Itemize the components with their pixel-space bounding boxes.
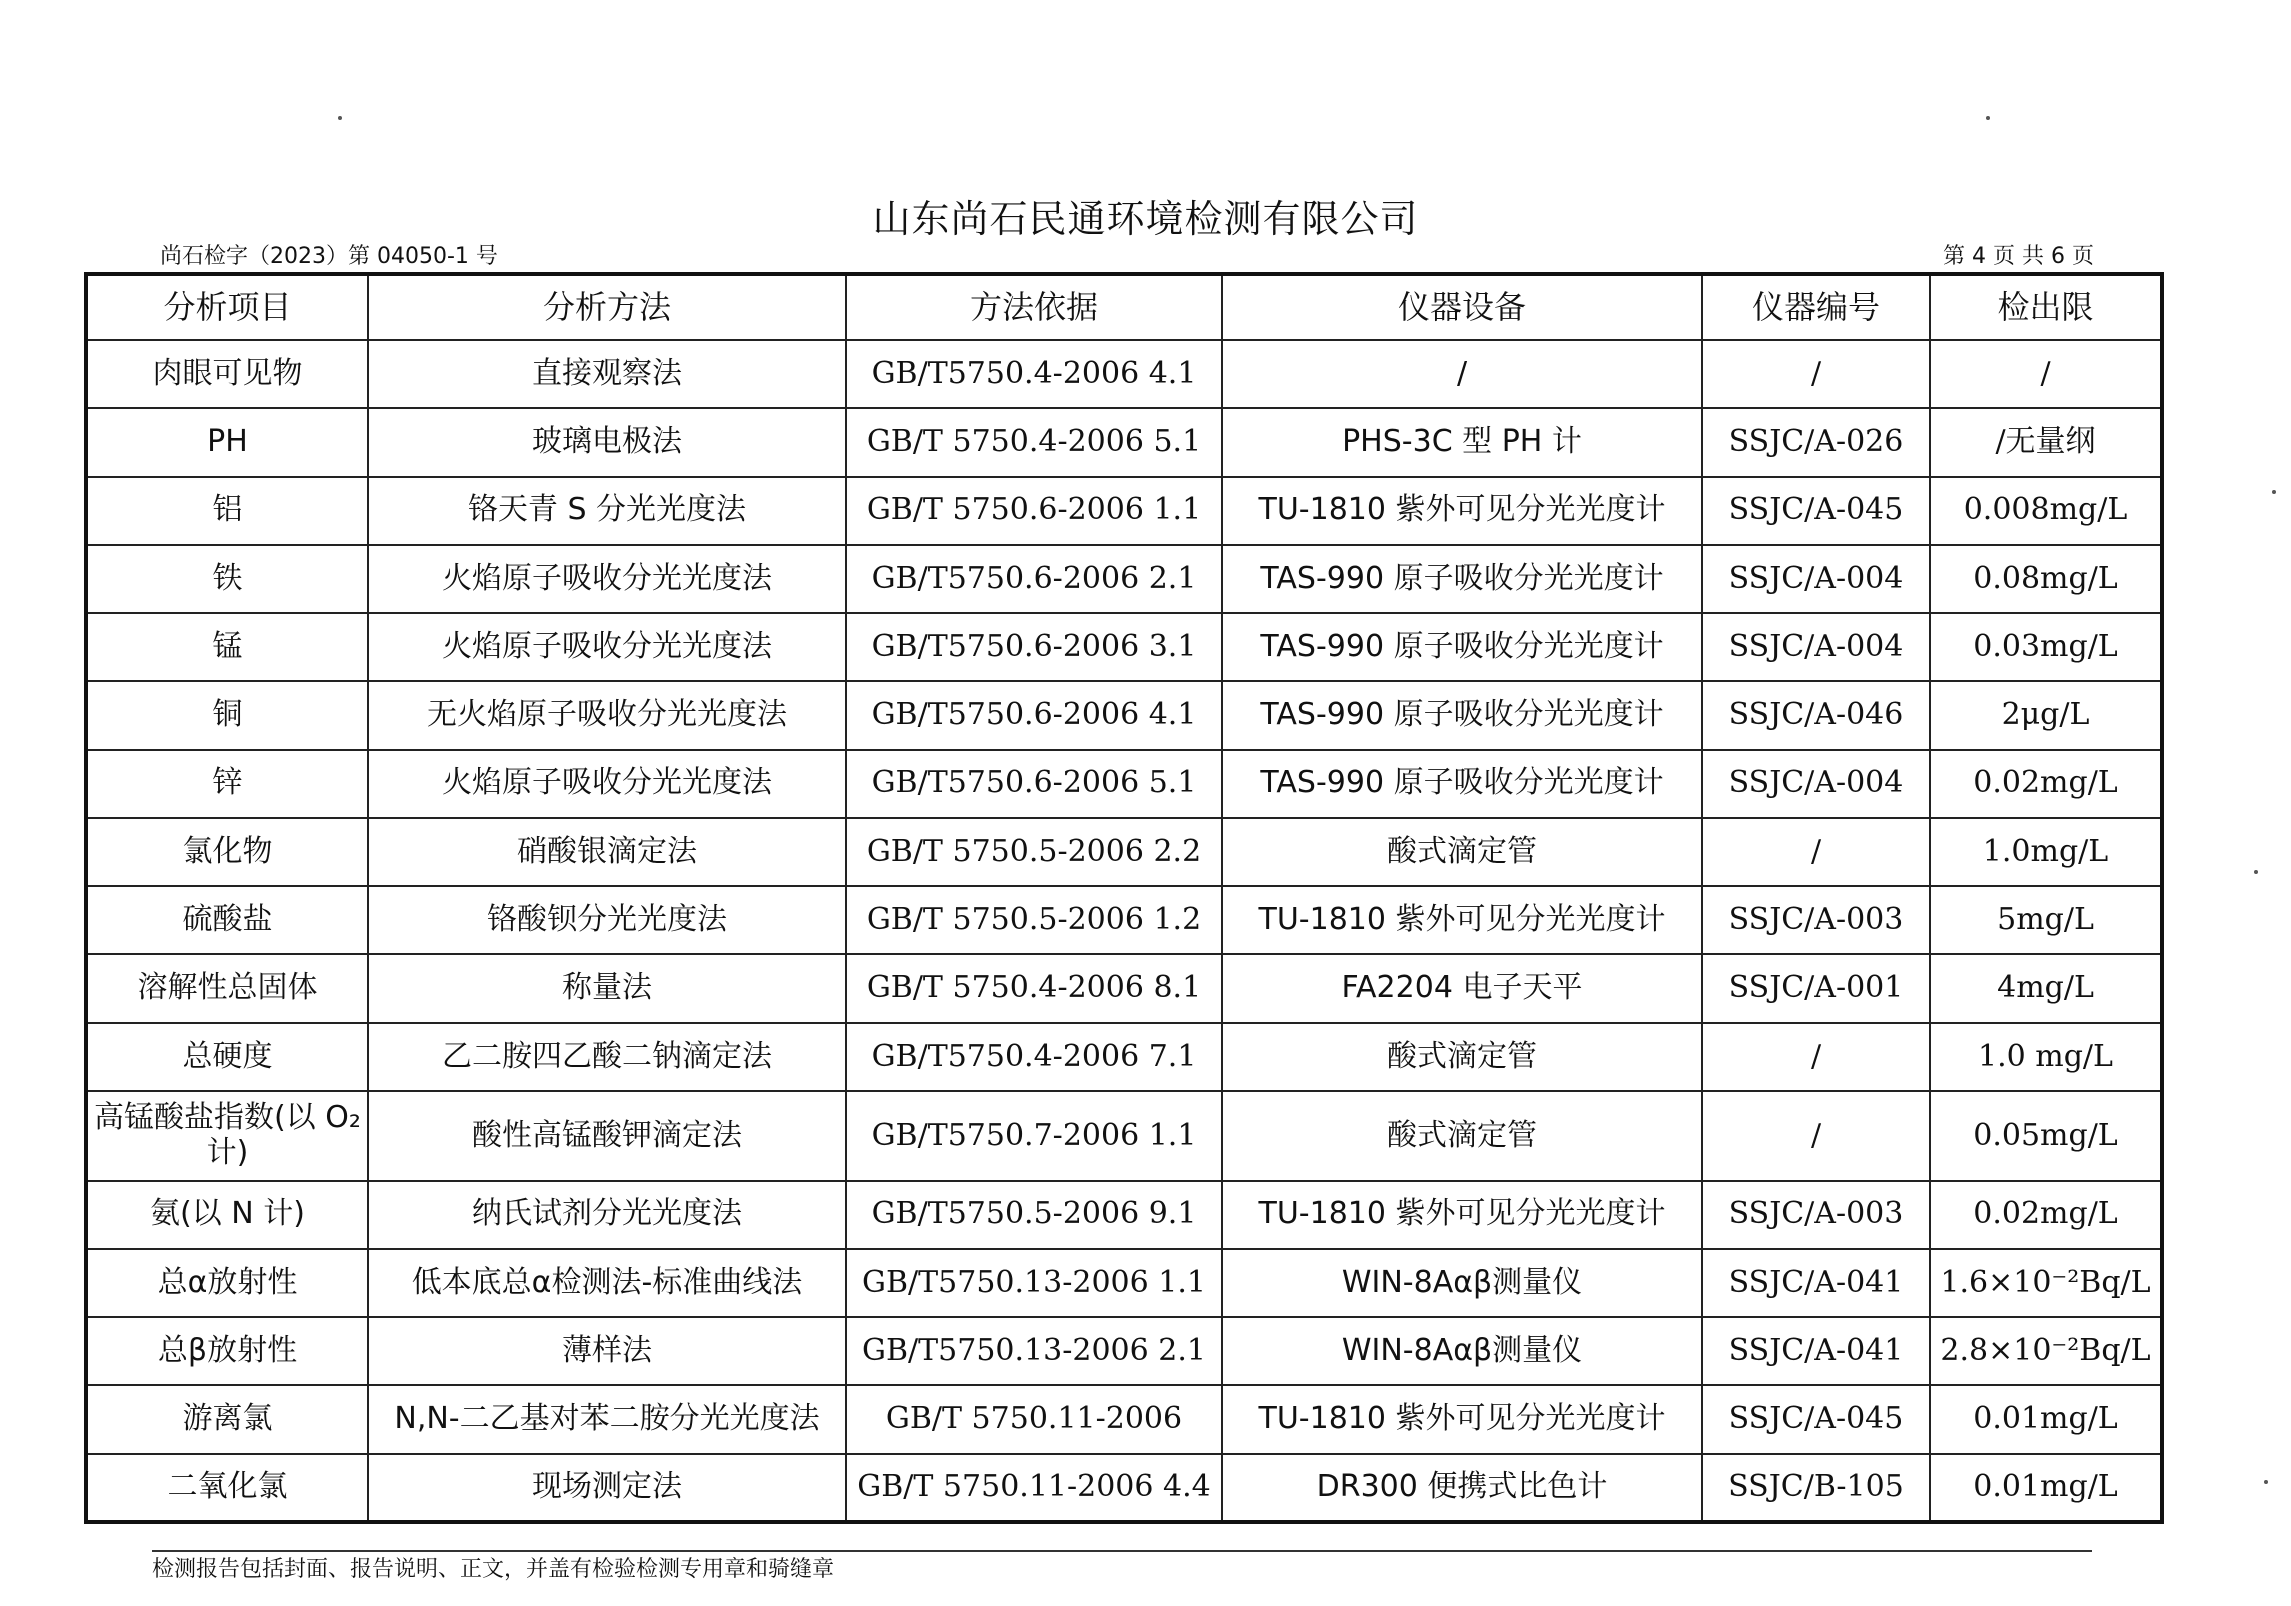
cell-instrument-no: /: [1702, 340, 1930, 408]
cell-detection-limit: 5mg/L: [1930, 886, 2162, 954]
cell-method: 薄样法: [368, 1317, 846, 1385]
footer-note: 检测报告包括封面、报告说明、正文，并盖有检验检测专用章和骑缝章: [152, 1557, 835, 1582]
cell-item: 溶解性总固体: [86, 954, 368, 1022]
cell-instrument-no: SSJC/A-003: [1702, 1181, 1930, 1249]
cell-item: 游离氯: [86, 1385, 368, 1453]
cell-standard: GB/T5750.6-2006 2.1: [846, 545, 1222, 613]
cell-instrument-no: SSJC/A-045: [1702, 1385, 1930, 1453]
cell-standard: GB/T 5750.11-2006: [846, 1385, 1222, 1453]
cell-detection-limit: 1.0mg/L: [1930, 818, 2162, 886]
cell-detection-limit: 0.008mg/L: [1930, 477, 2162, 545]
table-body: [86, 340, 2162, 1522]
cell-detection-limit: 0.08mg/L: [1930, 545, 2162, 613]
cell-item: PH: [86, 408, 368, 476]
cell-instrument: TU-1810 紫外可见分光光度计: [1222, 477, 1702, 545]
cell-instrument: DR300 便携式比色计: [1222, 1454, 1702, 1522]
cell-instrument: 酸式滴定管: [1222, 1091, 1702, 1181]
page-number-text: 第 4 页 共 6 页: [1943, 244, 2094, 269]
cell-instrument-no: SSJC/A-041: [1702, 1317, 1930, 1385]
table-header-row: [86, 274, 2162, 340]
cell-item: 锰: [86, 613, 368, 681]
cell-standard: GB/T5750.7-2006 1.1: [846, 1091, 1222, 1181]
cell-instrument: WIN-8Aαβ测量仪: [1222, 1317, 1702, 1385]
table-row: [86, 1091, 2162, 1181]
cell-instrument: /: [1222, 340, 1702, 408]
cell-instrument-no: /: [1702, 1091, 1930, 1181]
cell-detection-limit: 1.0 mg/L: [1930, 1023, 2162, 1091]
cell-detection-limit: 0.02mg/L: [1930, 1181, 2162, 1249]
cell-instrument-no: SSJC/A-004: [1702, 545, 1930, 613]
cell-standard: GB/T5750.4-2006 7.1: [846, 1023, 1222, 1091]
cell-item: 铜: [86, 681, 368, 749]
cell-item: 肉眼可见物: [86, 340, 368, 408]
cell-instrument: TU-1810 紫外可见分光光度计: [1222, 1181, 1702, 1249]
cell-detection-limit: 0.05mg/L: [1930, 1091, 2162, 1181]
cell-instrument-no: SSJC/B-105: [1702, 1454, 1930, 1522]
cell-item: 总α放射性: [86, 1249, 368, 1317]
cell-instrument: TAS-990 原子吸收分光光度计: [1222, 681, 1702, 749]
table-row: [86, 818, 2162, 886]
table-row: [86, 1181, 2162, 1249]
cell-instrument: 酸式滴定管: [1222, 818, 1702, 886]
scan-speck: [2254, 870, 2258, 874]
cell-item: 硫酸盐: [86, 886, 368, 954]
col-header-instrument-no: 仪器编号: [1702, 274, 1930, 340]
cell-detection-limit: 4mg/L: [1930, 954, 2162, 1022]
cell-item: 总硬度: [86, 1023, 368, 1091]
scan-speck: [2264, 1480, 2268, 1484]
table-row: [86, 1385, 2162, 1453]
cell-item: 二氧化氯: [86, 1454, 368, 1522]
cell-instrument-no: SSJC/A-041: [1702, 1249, 1930, 1317]
cell-instrument-no: SSJC/A-003: [1702, 886, 1930, 954]
col-header-standard: 方法依据: [846, 274, 1222, 340]
cell-standard: GB/T5750.13-2006 1.1: [846, 1249, 1222, 1317]
table-row: [86, 954, 2162, 1022]
table-row: [86, 408, 2162, 476]
cell-item: 铝: [86, 477, 368, 545]
cell-method: 火焰原子吸收分光光度法: [368, 545, 846, 613]
table-row: [86, 886, 2162, 954]
cell-standard: GB/T 5750.11-2006 4.4: [846, 1454, 1222, 1522]
cell-item: 氨(以 N 计): [86, 1181, 368, 1249]
cell-standard: GB/T5750.6-2006 5.1: [846, 750, 1222, 818]
cell-method: 玻璃电极法: [368, 408, 846, 476]
cell-standard: GB/T5750.6-2006 4.1: [846, 681, 1222, 749]
scan-speck: [338, 116, 342, 120]
cell-detection-limit: 1.6×10⁻²Bq/L: [1930, 1249, 2162, 1317]
cell-instrument: TAS-990 原子吸收分光光度计: [1222, 545, 1702, 613]
cell-method: 酸性高锰酸钾滴定法: [368, 1091, 846, 1181]
col-header-detection-limit: 检出限: [1930, 274, 2162, 340]
cell-detection-limit: 0.01mg/L: [1930, 1454, 2162, 1522]
cell-detection-limit: 0.02mg/L: [1930, 750, 2162, 818]
cell-standard: GB/T5750.6-2006 3.1: [846, 613, 1222, 681]
cell-instrument: TU-1810 紫外可见分光光度计: [1222, 1385, 1702, 1453]
cell-instrument: TAS-990 原子吸收分光光度计: [1222, 613, 1702, 681]
page-number: [1850, 239, 2094, 270]
cell-method: 乙二胺四乙酸二钠滴定法: [368, 1023, 846, 1091]
cell-detection-limit: 0.01mg/L: [1930, 1385, 2162, 1453]
col-header-instrument: 仪器设备: [1222, 274, 1702, 340]
cell-instrument-no: SSJC/A-026: [1702, 408, 1930, 476]
table-row: [86, 1249, 2162, 1317]
cell-method: 直接观察法: [368, 340, 846, 408]
cell-instrument-no: SSJC/A-045: [1702, 477, 1930, 545]
cell-standard: GB/T5750.13-2006 2.1: [846, 1317, 1222, 1385]
table-row: [86, 613, 2162, 681]
scan-speck: [1986, 116, 1990, 120]
cell-standard: GB/T 5750.4-2006 8.1: [846, 954, 1222, 1022]
table-row: [86, 750, 2162, 818]
table-row: [86, 1454, 2162, 1522]
cell-instrument: 酸式滴定管: [1222, 1023, 1702, 1091]
cell-detection-limit: 0.03mg/L: [1930, 613, 2162, 681]
company-title: 山东尚石民通环境检测有限公司: [872, 197, 1419, 241]
col-header-method: 分析方法: [368, 274, 846, 340]
cell-instrument-no: SSJC/A-004: [1702, 613, 1930, 681]
cell-method: 现场测定法: [368, 1454, 846, 1522]
scan-speck: [2272, 490, 2276, 494]
cell-instrument-no: /: [1702, 1023, 1930, 1091]
cell-method: 铬天青 S 分光光度法: [368, 477, 846, 545]
cell-item: 高锰酸盐指数(以 O₂ 计): [86, 1091, 368, 1181]
cell-instrument-no: /: [1702, 818, 1930, 886]
cell-detection-limit: /: [1930, 340, 2162, 408]
cell-method: 低本底总α检测法-标准曲线法: [368, 1249, 846, 1317]
cell-standard: GB/T 5750.5-2006 2.2: [846, 818, 1222, 886]
cell-instrument-no: SSJC/A-004: [1702, 750, 1930, 818]
cell-standard: GB/T5750.4-2006 4.1: [846, 340, 1222, 408]
cell-method: 火焰原子吸收分光光度法: [368, 613, 846, 681]
cell-standard: GB/T 5750.6-2006 1.1: [846, 477, 1222, 545]
col-header-item: 分析项目: [86, 274, 368, 340]
cell-instrument: FA2204 电子天平: [1222, 954, 1702, 1022]
cell-detection-limit: 2μg/L: [1930, 681, 2162, 749]
cell-instrument: WIN-8Aαβ测量仪: [1222, 1249, 1702, 1317]
table-row: [86, 545, 2162, 613]
cell-method: 硝酸银滴定法: [368, 818, 846, 886]
cell-method: 称量法: [368, 954, 846, 1022]
cell-detection-limit: /无量纲: [1930, 408, 2162, 476]
table-row: [86, 340, 2162, 408]
cell-instrument-no: SSJC/A-001: [1702, 954, 1930, 1022]
cell-item: 氯化物: [86, 818, 368, 886]
cell-instrument: TU-1810 紫外可见分光光度计: [1222, 886, 1702, 954]
analysis-methods-table: [84, 272, 2164, 1524]
cell-method: 无火焰原子吸收分光光度法: [368, 681, 846, 749]
cell-method: 纳氏试剂分光光度法: [368, 1181, 846, 1249]
cell-method: 铬酸钡分光光度法: [368, 886, 846, 954]
cell-standard: GB/T 5750.5-2006 1.2: [846, 886, 1222, 954]
cell-standard: GB/T 5750.4-2006 5.1: [846, 408, 1222, 476]
cell-method: 火焰原子吸收分光光度法: [368, 750, 846, 818]
cell-item: 总β放射性: [86, 1317, 368, 1385]
table-row: [86, 1023, 2162, 1091]
cell-item: 锌: [86, 750, 368, 818]
table-row: [86, 681, 2162, 749]
cell-instrument-no: SSJC/A-046: [1702, 681, 1930, 749]
report-number: 尚石检字（2023）第 04050-1 号: [160, 244, 498, 269]
cell-item: 铁: [86, 545, 368, 613]
cell-method: N,N-二乙基对苯二胺分光光度法: [368, 1385, 846, 1453]
cell-instrument: PHS-3C 型 PH 计: [1222, 408, 1702, 476]
cell-standard: GB/T5750.5-2006 9.1: [846, 1181, 1222, 1249]
table-row: [86, 1317, 2162, 1385]
cell-detection-limit: 2.8×10⁻²Bq/L: [1930, 1317, 2162, 1385]
table-row: [86, 477, 2162, 545]
cell-instrument: TAS-990 原子吸收分光光度计: [1222, 750, 1702, 818]
